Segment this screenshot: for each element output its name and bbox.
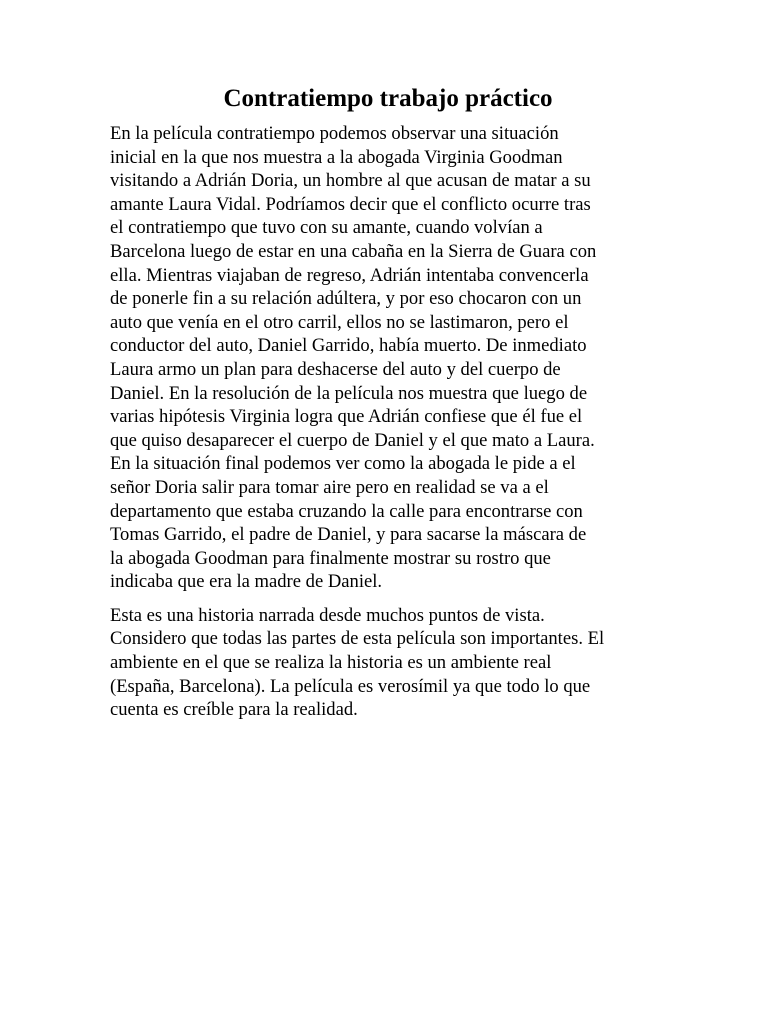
paragraph-2 — [110, 604, 666, 722]
document-title: Contratiempo trabajo práctico — [223, 85, 553, 112]
text-line: Considero que todas las partes de esta película son importantes. El — [110, 628, 605, 650]
text-line: el contratiempo que tuvo con su amante, cuando volvían a — [110, 217, 543, 239]
text-line: de ponerle fin a su relación adúltera, y por eso chocaron con un — [110, 288, 582, 310]
text-line: conductor del auto, Daniel Garrido, había muerto. De inmediato — [110, 335, 587, 357]
text-line: inicial en la que nos muestra a la abogada Virginia Goodman — [110, 146, 563, 168]
text-line: indicaba que era la madre de Daniel. — [110, 571, 383, 593]
text-line: varias hipótesis Virginia logra que Adrián confiese que él fue el — [110, 406, 583, 428]
text-line: departamento que estaba cruzando la calle para encontrarse con — [110, 500, 583, 522]
text-line: cuenta es creíble para la realidad. — [110, 699, 358, 721]
text-line: Laura armo un plan para deshacerse del auto y del cuerpo de — [110, 358, 561, 380]
document-body — [110, 122, 666, 722]
text-line: auto que venía en el otro carril, ellos no se lastimaron, pero el — [110, 311, 569, 333]
text-line: ambiente en el que se realiza la historia es un ambiente real — [110, 652, 552, 674]
text-line: amante Laura Vidal. Podríamos decir que el conflicto ocurre tras — [110, 193, 591, 215]
text-line: Esta es una historia narrada desde muchos puntos de vista. — [110, 604, 545, 626]
text-line: Barcelona luego de estar en una cabaña en la Sierra de Guara con — [110, 240, 597, 262]
text-line: que quiso desaparecer el cuerpo de Daniel y el que mato a Laura. — [110, 429, 595, 451]
text-line: visitando a Adrián Doria, un hombre al que acusan de matar a su — [110, 170, 591, 192]
text-line: la abogada Goodman para finalmente mostrar su rostro que — [110, 547, 551, 569]
text-line: (España, Barcelona). La película es verosímil ya que todo lo que — [110, 675, 591, 697]
text-line: En la película contratiempo podemos observar una situación — [110, 123, 559, 144]
text-line: En la situación final podemos ver como la abogada le pide a el — [110, 453, 576, 475]
text-line: Tomas Garrido, el padre de Daniel, y para sacarse la máscara de — [110, 524, 587, 546]
text-line: Daniel. En la resolución de la película nos muestra que luego de — [110, 382, 588, 404]
text-line: ella. Mientras viajaban de regreso, Adrián intentaba convencerla — [110, 264, 589, 286]
paragraph-1 — [110, 122, 666, 594]
text-line: señor Doria salir para tomar aire pero en realidad se va a el — [110, 476, 549, 498]
document-page — [110, 82, 666, 732]
